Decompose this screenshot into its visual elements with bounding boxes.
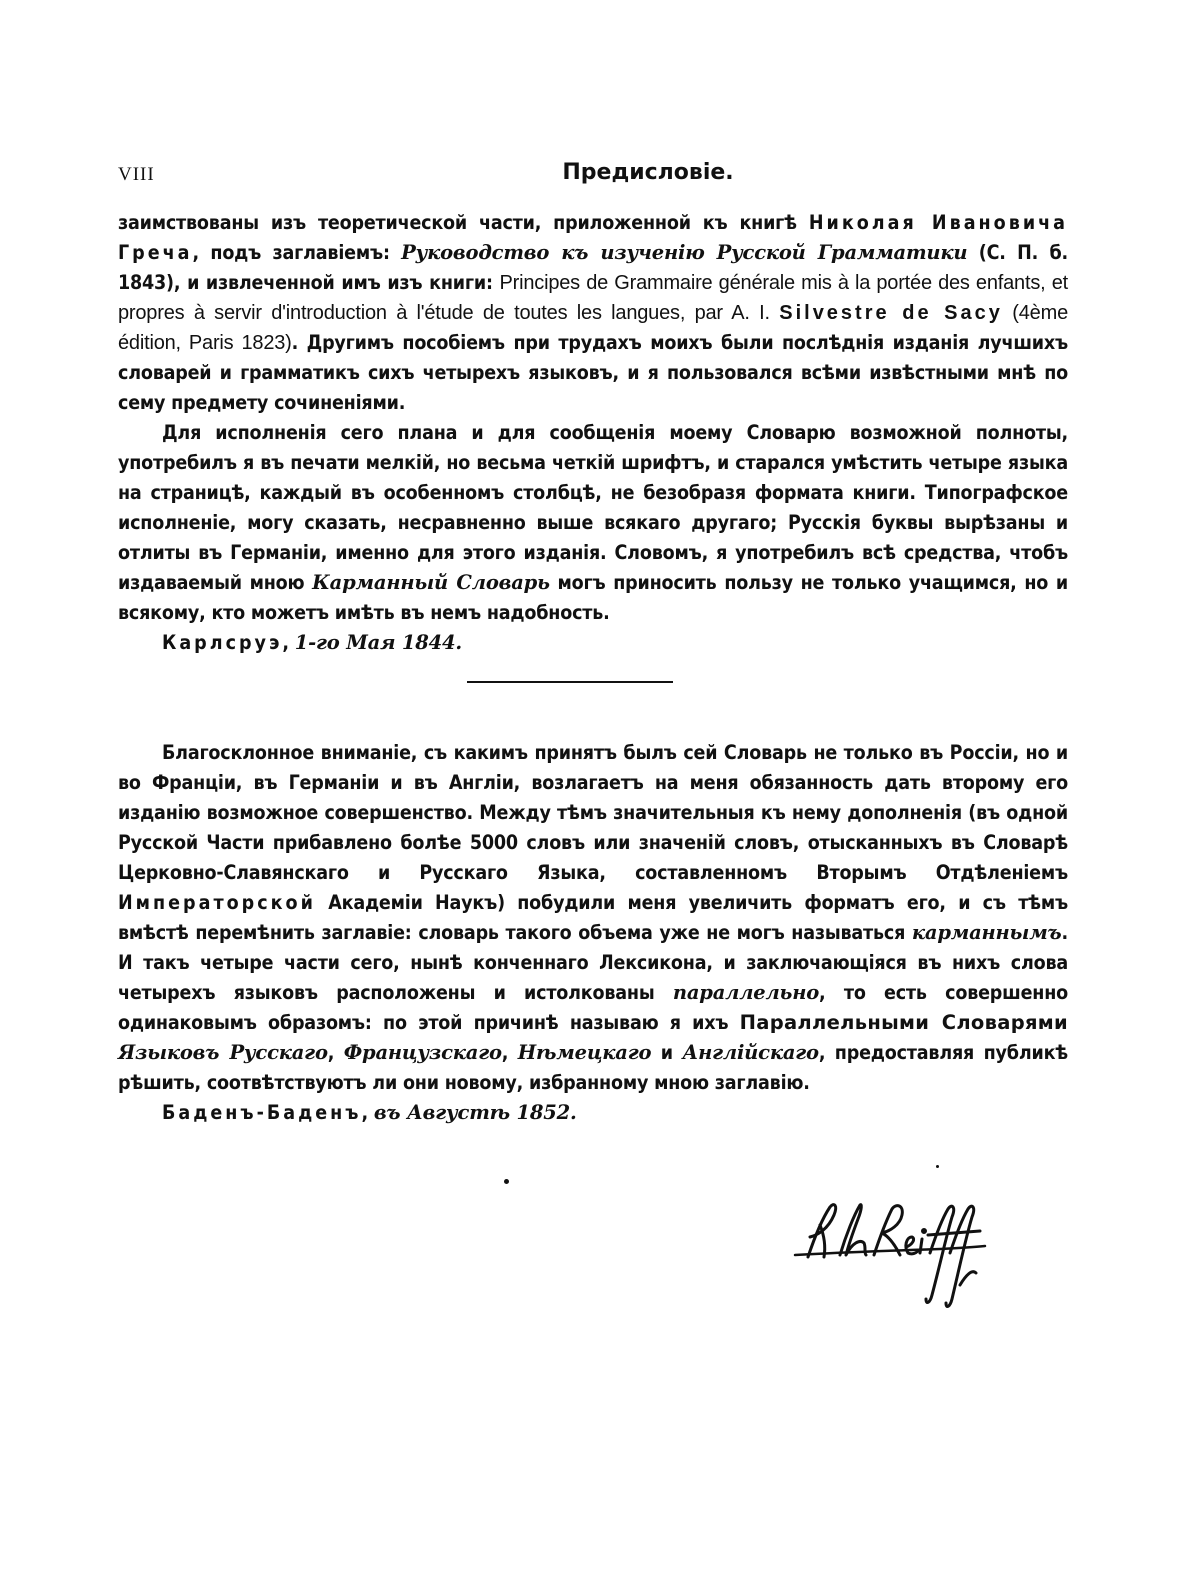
handwritten-signature (790, 1195, 990, 1315)
text-run: Благосклонное вниманіе, съ какимъ принятъ былъ сей Словарь не только въ Россіи, но и во Франціи, въ Германіи и въ Англіи, возлагаетъ на меня обязанность дать второму его изданію возможное совершенство. Между тѣмъ значительныя къ нему дополненія (въ одной Русской Части прибавлено болѣе 5000 словъ или значеній словъ, отысканныхъ въ Словарѣ Церковно-Славянскаго и Русскаго Языка, составленномъ Вторымъ Отдѣленіемъ (118, 741, 1068, 884)
author-name: Silvestre de Sacy (779, 302, 1003, 324)
dictionary-name: Параллельными Словарями (739, 1011, 1069, 1034)
text-run: заимствованы изъ теоретической части, приложенной къ книгѣ (118, 211, 809, 234)
place-date-line (118, 628, 1068, 658)
latin-title: Principes de Grammaire générale mis à la portée des enfants, et propres à servir d'introduction à l'étude de toutes les langues, par A. I. (118, 272, 1068, 324)
paragraph-2 (118, 418, 1068, 628)
italic-term: Англійскаго (682, 1041, 819, 1064)
ink-speck (504, 1179, 509, 1184)
text-run: Для исполненія сего плана и для сообщенія моему Словарю возможной полноты, употребилъ я въ печати мелкій, но весьма четкій шрифтъ, и старался умѣстить четыре языка на страницѣ, каждый въ особенномъ столбцѣ, не безобразя формата книги. Типографское исполненіе, могу сказать, несравненно выше всякаго другаго; Русскія буквы вырѣзаны и отлиты въ Германіи, именно для этого изданія. Словомъ, я употребилъ всѣ средства, чтобъ издаваемый мною (118, 421, 1068, 594)
italic-term: Нѣмецкаго (517, 1041, 652, 1064)
italic-term: Французскаго (343, 1041, 502, 1064)
paragraph-3 (118, 738, 1068, 1098)
author-name: Николая Ивановича Греча (118, 211, 1068, 264)
text-run: Академіи Наукъ) побудили меня увеличить форматъ его, и съ тѣмъ вмѣстѣ перемѣнить заглавіе: словарь такого объема уже не могъ называться (118, 891, 1068, 944)
section-divider (467, 681, 673, 683)
edition-note: (4ème édition, Paris 1823) (118, 302, 1068, 354)
preface-section-2 (118, 738, 1068, 1128)
text-run: . И такъ четыре части сего, нынѣ конченнаго Лексикона, и заключающіяся въ нихъ слова четырехъ языковъ расположены и истолкованы (118, 921, 1068, 1004)
date: въ Августѣ 1852. (373, 1101, 577, 1124)
italic-term: карманнымъ (911, 921, 1062, 944)
separator: , (282, 631, 295, 654)
running-title: Предисловіе. (562, 160, 734, 185)
signature-graphic (790, 1195, 990, 1315)
italic-term: параллельно (672, 981, 820, 1004)
separator: , (361, 1101, 374, 1124)
date: 1-го Мая 1844. (294, 631, 462, 654)
page-header (118, 160, 1068, 190)
text-run: , предоставляя публикѣ рѣшить, соотвѣтствуютъ ли они новому, избранному мною заглавію. (118, 1041, 1068, 1094)
ink-speck (936, 1165, 939, 1168)
book-title: Карманный Словарь (312, 571, 550, 594)
place-name: Карлсруэ (162, 631, 283, 654)
text-run: . Другимъ пособіемъ при трудахъ моихъ были послѣднія изданія лучшихъ словарей и грамматикъ сихъ четырехъ языковъ, и я пользовался всѣми извѣстными мнѣ по сему предмету сочиненіями. (118, 331, 1069, 414)
text-run: (С. П. б. 1843), и извлеченной имъ изъ книги: (118, 241, 1068, 294)
page-number: VIII (118, 164, 155, 185)
book-title: Руководство къ изученію Русской Грамматики (401, 241, 968, 264)
text-run: , подъ заглавіемъ: (192, 241, 402, 264)
italic-term: Языковъ Русскаго (118, 1041, 328, 1064)
place-date-line (118, 1098, 1068, 1128)
text-run: , (327, 1041, 344, 1064)
preface-section-1 (118, 208, 1068, 658)
text-run: , (501, 1041, 518, 1064)
imperial-word: Императорской (118, 891, 316, 914)
text-run: могъ приносить пользу не только учащимся, но и всякому, кто можетъ имѣть въ немъ надобность. (118, 571, 1068, 624)
place-name: Баденъ-Баденъ (162, 1101, 362, 1124)
text-run: , то есть совершенно одинаковымъ образомъ: по этой причинѣ называю я ихъ (118, 981, 1068, 1034)
paragraph-1 (118, 208, 1068, 418)
text-run: и (651, 1041, 683, 1064)
